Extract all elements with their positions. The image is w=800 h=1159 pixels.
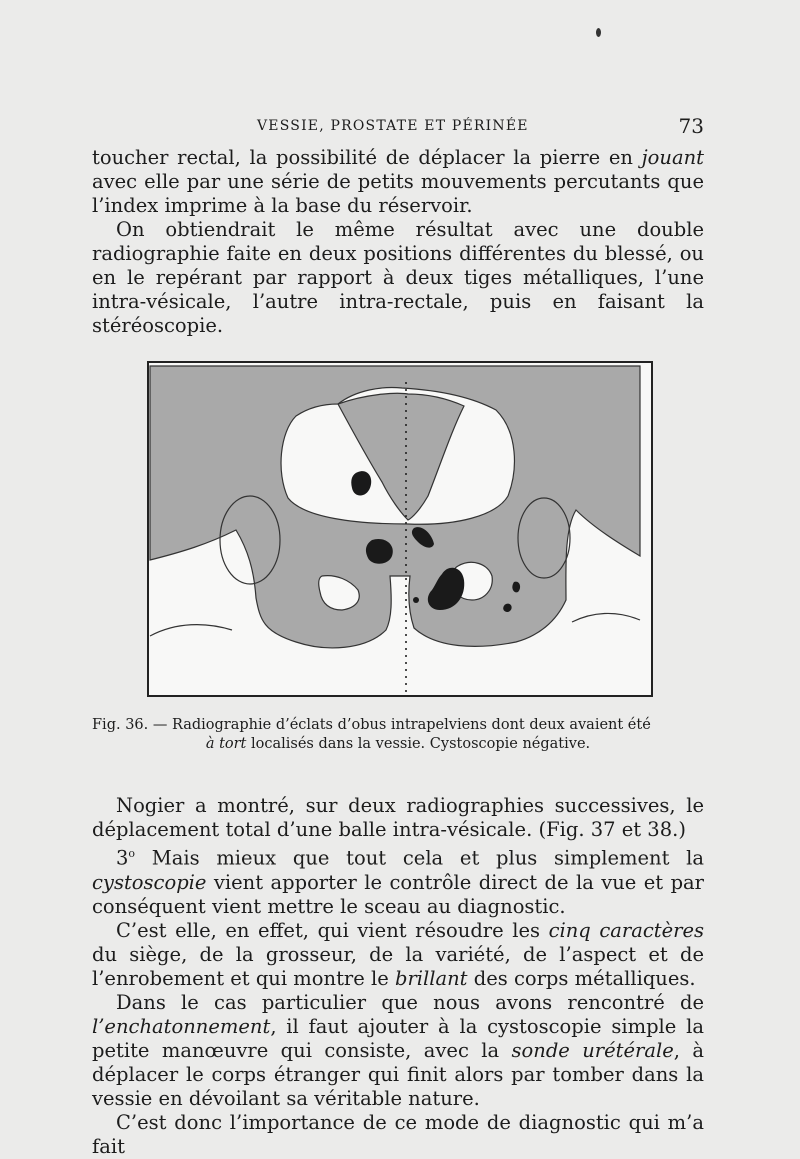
fragment-small-1 — [413, 597, 419, 603]
bottom-text — [92, 794, 704, 1159]
paragraph-importance: C’est donc l’importance de ce mode de diagnostic qui m’a fait — [92, 1110, 704, 1158]
paragraph-cystoscopie: 3$^o$ Mais mieux que tout cela et plus simplement la cystoscopie vient apporter le contrôle direct de la vue et par conséquent vient mettre le sceau au diagnostic. — [92, 846, 704, 918]
caption-label: Fig. 36. — [92, 717, 149, 733]
running-header — [92, 116, 704, 140]
ink-speck — [596, 28, 601, 37]
top-text — [92, 146, 704, 338]
figure-caption — [92, 716, 704, 754]
caption-line-1: Fig. 36. — Radiographie d’éclats d’obus intrapelviens dont deux avaient été — [92, 717, 651, 733]
fragment-center-left — [366, 539, 393, 564]
fragment-small-2 — [512, 582, 520, 593]
paragraph-radiographie: On obtiendrait le même résultat avec une double radiographie faite en deux positions différentes du blessé, ou en le repérant par rapport à deux tiges métalliques, l’une intra-vésicale, l’autre intra-rectale, puis en faisant la stéréoscopie. — [92, 218, 704, 337]
paragraph-nogier: Nogier a montré, sur deux radiographies successives, le déplacement total d’une balle intra-vésicale. (Fig. 37 et 38.) — [92, 794, 704, 841]
paragraph-caracteres: C’est elle, en effet, qui vient résoudre les cinq caractères du siège, de la grosseur, de la variété, de l’aspect et de l’enrobement et qui montre le brillant des corps métalliques. — [92, 918, 704, 990]
paragraph-enchatonnement: Dans le cas particulier que nous avons rencontré de l’enchatonnement, il faut ajouter à la cystoscopie simple la petite manœuvre qui consiste, avec la sonde urétérale, à déplacer le corps étranger qui finit alors par tomber dans la vessie en dévoilant sa véritable nature. — [92, 990, 704, 1110]
page-number: 73 — [678, 114, 704, 138]
running-title: VESSIE, PROSTATE ET PÉRINÉE — [257, 118, 529, 134]
caption-line-2: à tort localisés dans la vessie. Cystoscopie négative. — [205, 736, 591, 752]
paragraph-continuation: toucher rectal, la possibilité de déplacer la pierre en jouant avec elle par une série de petits mouvements percutants que l’index imprime à la base du réservoir. — [92, 146, 704, 217]
figure-36-radiograph — [146, 360, 654, 700]
